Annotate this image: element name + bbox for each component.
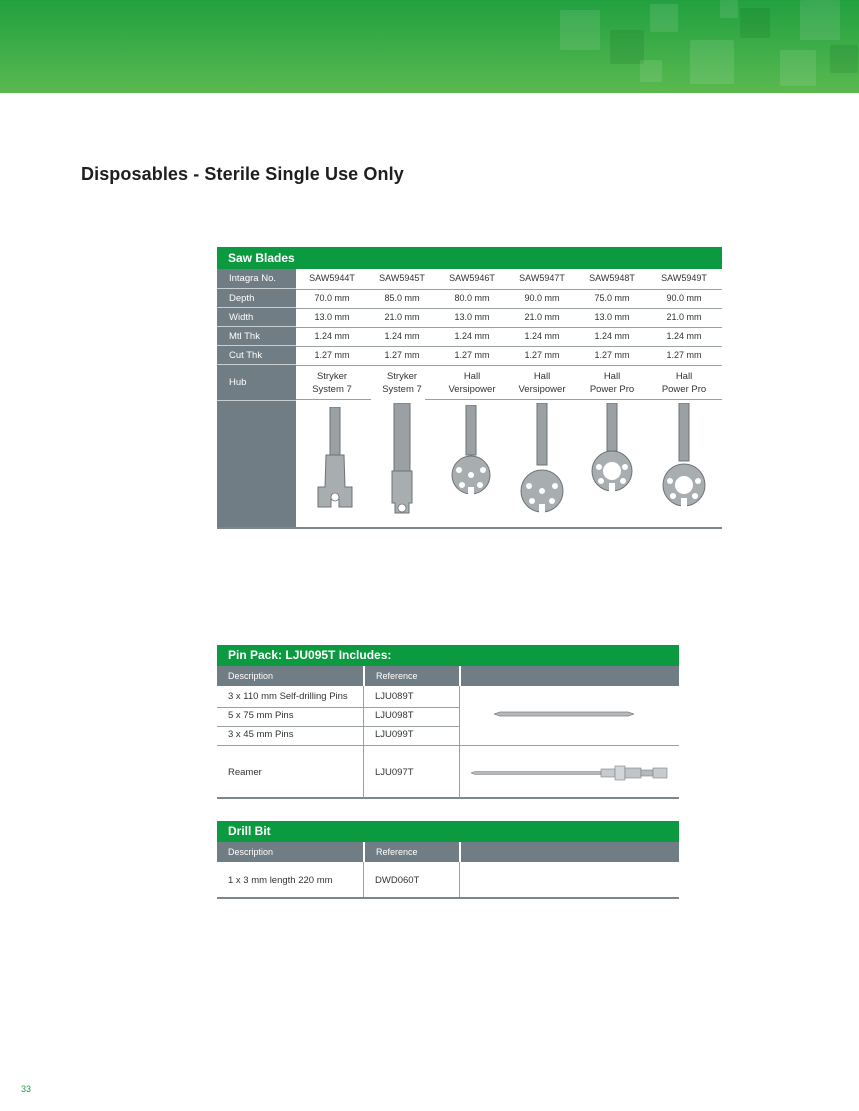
saw-blades-title: Saw Blades [217, 247, 722, 269]
row-label-depth: Depth [217, 289, 296, 308]
blade-mtl-thk: 1.24 mm [524, 331, 560, 341]
blade-width: 13.0 mm [594, 312, 630, 322]
col-divider [459, 862, 460, 897]
blade-mtl-thk: 1.24 mm [454, 331, 490, 341]
blade-width: 13.0 mm [454, 312, 490, 322]
saw-blade-image [519, 403, 565, 521]
blade-number: SAW5946T [449, 273, 495, 283]
blade-hub [649, 370, 719, 396]
row-divider [217, 745, 679, 746]
blade-mtl-thk: 1.24 mm [594, 331, 630, 341]
row-divider [296, 327, 722, 328]
drill-bit-title: Drill Bit [217, 821, 679, 842]
blade-cut-thk: 1.27 mm [594, 350, 630, 360]
blade-width: 21.0 mm [524, 312, 560, 322]
drill-description: 1 x 3 mm length 220 mm [228, 875, 333, 886]
blade-hub [297, 370, 367, 396]
blade-number: SAW5947T [519, 273, 565, 283]
row-label-hub: Hub [217, 365, 296, 401]
drill-reference: DWD060T [375, 875, 420, 886]
blade-width: 21.0 mm [384, 312, 420, 322]
blade-mtl-thk: 1.24 mm [666, 331, 702, 341]
hub-line-2: Power Pro [589, 384, 635, 395]
pin-description: 5 x 75 mm Pins [228, 710, 294, 721]
col-header-image [459, 842, 679, 862]
pin-image [494, 709, 634, 719]
saw-blades-table [217, 247, 722, 529]
row-divider [296, 365, 722, 366]
col-divider [459, 686, 460, 798]
col-header-description: Description [217, 666, 363, 686]
blade-cut-thk: 1.27 mm [666, 350, 702, 360]
row-divider [217, 726, 459, 727]
blade-depth: 90.0 mm [666, 293, 702, 303]
col-header-description: Description [217, 842, 363, 862]
blade-hub [507, 370, 577, 396]
row-label-intagra: Intagra No. [217, 269, 296, 289]
reamer-image [471, 763, 671, 783]
col-header-image [459, 666, 679, 686]
hub-line-2: Power Pro [661, 384, 707, 395]
blade-width: 13.0 mm [314, 312, 350, 322]
hub-line-1: Stryker [316, 371, 348, 382]
saw-blade-image [448, 405, 494, 505]
blade-cut-thk: 1.27 mm [314, 350, 350, 360]
hub-line-1: Stryker [386, 371, 418, 382]
pin-reference: LJU098T [375, 710, 414, 721]
page-title: Disposables - Sterile Single Use Only [81, 164, 404, 184]
blade-width: 21.0 mm [666, 312, 702, 322]
blade-depth: 80.0 mm [454, 293, 490, 303]
hub-line-1: Hall [463, 371, 481, 382]
blade-depth: 75.0 mm [594, 293, 630, 303]
pin-description: 3 x 45 mm Pins [228, 729, 294, 740]
blade-cut-thk: 1.27 mm [384, 350, 420, 360]
hub-divider [296, 399, 371, 400]
col-header-reference: Reference [363, 666, 459, 686]
pin-pack-table [217, 645, 679, 799]
pin-description: 3 x 110 mm Self-drilling Pins [228, 691, 348, 702]
reamer-reference: LJU097T [375, 767, 414, 778]
saw-blade-image [589, 403, 635, 503]
row-divider [296, 308, 722, 309]
row-label-width: Width [217, 308, 296, 327]
table-bottom-border [217, 527, 722, 529]
saw-blade-image [379, 403, 425, 523]
blade-number: SAW5948T [589, 273, 635, 283]
table-bottom-border [217, 897, 679, 899]
hub-line-2: Versipower [518, 384, 566, 395]
row-label-mtl-thk: Mtl Thk [217, 327, 296, 346]
hub-line-1: Hall [603, 371, 621, 382]
blade-hub [577, 370, 647, 396]
saw-blade-image [661, 403, 707, 515]
blade-number: SAW5949T [661, 273, 707, 283]
blade-number: SAW5945T [379, 273, 425, 283]
blade-mtl-thk: 1.24 mm [384, 331, 420, 341]
hub-line-1: Hall [675, 371, 693, 382]
blade-cut-thk: 1.27 mm [524, 350, 560, 360]
blade-hub [437, 370, 507, 396]
hub-line-2: System 7 [312, 384, 352, 395]
blade-hub [367, 370, 437, 396]
pin-pack-title: Pin Pack: LJU095T Includes: [217, 645, 679, 666]
row-label-cut-thk: Cut Thk [217, 346, 296, 365]
reamer-description: Reamer [228, 767, 262, 778]
blade-cut-thk: 1.27 mm [454, 350, 490, 360]
hub-line-2: System 7 [382, 384, 422, 395]
row-divider [296, 289, 722, 290]
header-banner [0, 0, 859, 93]
blade-depth: 90.0 mm [524, 293, 560, 303]
col-divider [363, 862, 364, 897]
blade-depth: 85.0 mm [384, 293, 420, 303]
pin-reference: LJU089T [375, 691, 414, 702]
blade-mtl-thk: 1.24 mm [314, 331, 350, 341]
hub-divider [425, 399, 722, 400]
blade-number: SAW5944T [309, 273, 355, 283]
col-divider [363, 686, 364, 798]
drill-bit-table [217, 821, 679, 899]
row-divider [296, 346, 722, 347]
blade-depth: 70.0 mm [314, 293, 350, 303]
page-number: 33 [21, 1084, 32, 1094]
hub-line-1: Hall [533, 371, 551, 382]
pin-reference: LJU099T [375, 729, 414, 740]
row-divider [217, 707, 459, 708]
col-header-reference: Reference [363, 842, 459, 862]
table-bottom-border [217, 797, 679, 799]
saw-blade-image [312, 407, 358, 517]
hub-line-2: Versipower [448, 384, 496, 395]
